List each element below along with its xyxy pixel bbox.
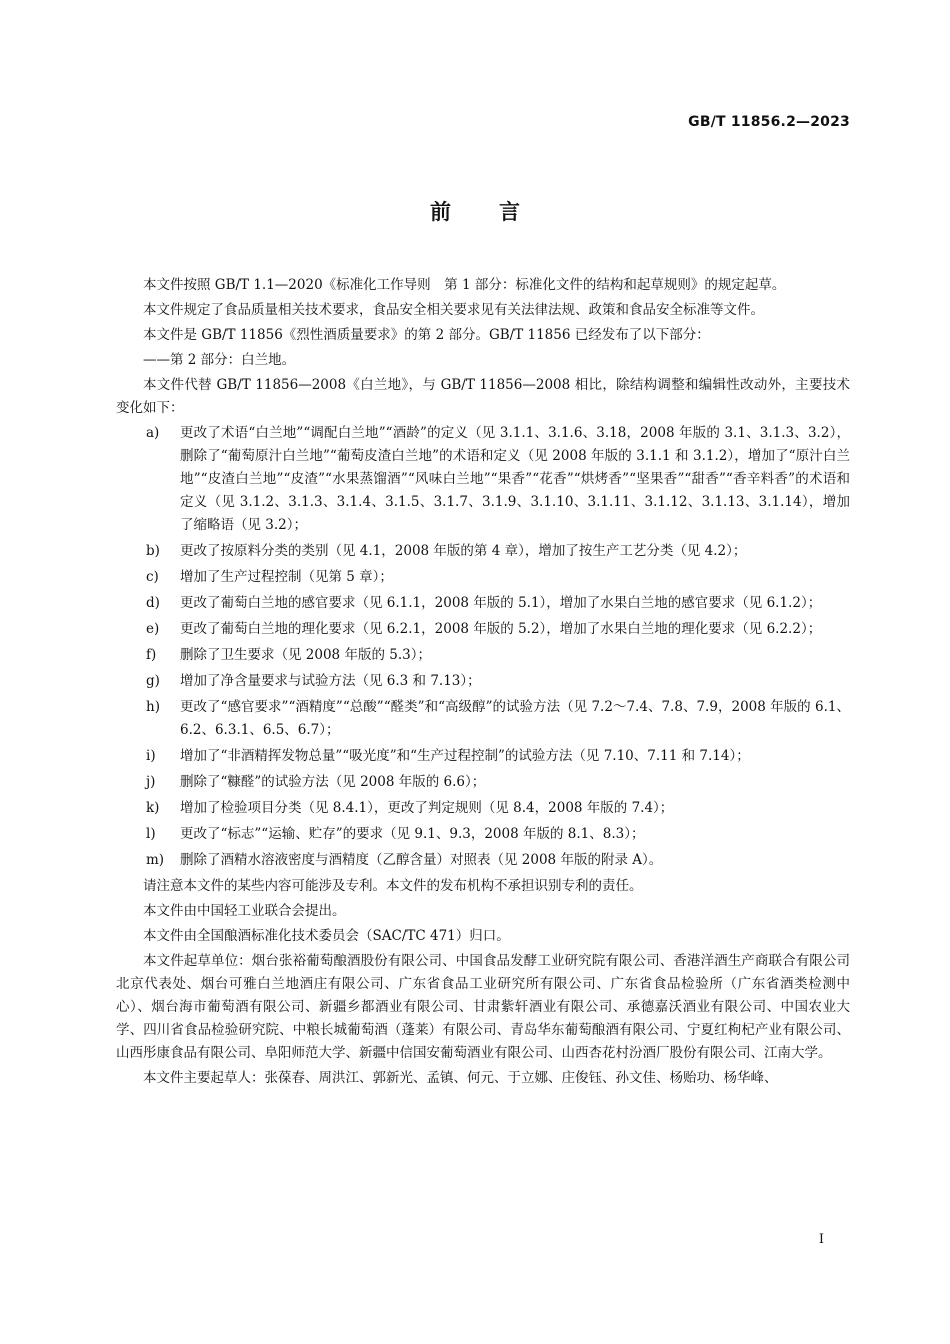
- change-marker: c): [146, 569, 159, 585]
- change-item-a: [116, 422, 850, 537]
- change-text: 更改了术语“白兰地”“调配白兰地”“酒龄”的定义（见 3.1.1、3.1.6、3.18，2008 年版的 3.1、3.1.3、3.2），删除了“葡萄原汁白兰地”“葡萄皮渣白兰地”的术语和定义（见 2008 年版的 3.1.1 和 3.1.2），增加了“原汁白兰地”“皮渣白兰地”“皮渣”“水果蒸馏酒”“风味白兰地”“果香”“花香”“烘烤香”“坚果香”“甜香”“香辛料香”的术语和定义（见 3.1.2、3.1.3、3.1.4、3.1.5、3.1.7、3.1.9、3.1.10、3.1.11、3.1.12、3.1.13、3.1.14），增加了缩略语（见 3.2）；: [180, 425, 850, 533]
- change-marker: i): [146, 748, 156, 764]
- change-text: 删除了卫生要求（见 2008 年版的 5.3）；: [180, 647, 431, 663]
- patent-notice: 请注意本文件的某些内容可能涉及专利。本文件的发布机构不承担识别专利的责任。: [143, 878, 643, 894]
- change-item-e: [116, 618, 850, 641]
- changes-list: [116, 422, 850, 872]
- change-text: 更改了“标志”“运输、贮存”的要求（见 9.1、9.3，2008 年版的 8.1、8.3）；: [180, 826, 645, 842]
- change-text: 更改了按原料分类的类别（见 4.1，2008 年版的第 4 章），增加了按生产工艺分类（见 4.2）；: [180, 543, 747, 559]
- standard-number: GB/T 11856.2—2023: [688, 114, 850, 130]
- change-item-f: [116, 644, 850, 667]
- change-marker: a): [146, 425, 160, 441]
- drafting-units-paragraph: 本文件起草单位：烟台张裕葡萄酿酒股份有限公司、中国食品发酵工业研究院有限公司、香港洋酒生产商联合有限公司北京代表处、烟台可雅白兰地酒庄有限公司、广东省食品工业研究所有限公司、广东省食品检验所（广东省酒类检测中心）、烟台海市葡萄酒有限公司、新疆乡都酒业有限公司、甘肃紫轩酒业有限公司、承德嘉沃酒业有限公司、中国农业大学、四川省食品检验研究院、中粮长城葡萄酒（蓬莱）有限公司、青岛华东葡萄酿酒有限公司、宁夏红枸杞产业有限公司、山西彤康食品有限公司、阜阳师范大学、新疆中信国安葡萄酒业有限公司、山西杏花村汾酒厂股份有限公司、江南大学。: [116, 953, 850, 1061]
- change-item-j: [116, 771, 850, 794]
- change-text: 更改了葡萄白兰地的感官要求（见 6.1.1，2008 年版的 5.1），增加了水果白兰地的感官要求（见 6.1.2）；: [180, 595, 822, 611]
- change-text: 增加了生产过程控制（见第 5 章）；: [180, 569, 393, 585]
- change-text: 增加了检验项目分类（见 8.4.1），更改了判定规则（见 8.4，2008 年版的 7.4）；: [180, 800, 674, 816]
- change-text: 增加了“非酒精挥发物总量”“吸光度”和“生产过程控制”的试验方法（见 7.10、7.11 和 7.14）；: [180, 748, 750, 764]
- change-item-d: [116, 592, 850, 615]
- change-marker: m): [146, 852, 165, 868]
- replacement-paragraph: 本文件代替 GB/T 11856—2008《白兰地》，与 GB/T 11856—2008 相比，除结构调整和编辑性改动外，主要技术变化如下：: [116, 377, 850, 416]
- change-item-g: [116, 670, 850, 693]
- document-body: [116, 274, 850, 1092]
- change-item-c: [116, 566, 850, 589]
- committee-paragraph: 本文件由全国酿酒标准化技术委员会（SAC/TC 471）归口。: [143, 928, 510, 944]
- proposer-paragraph: 本文件由中国轻工业联合会提出。: [143, 903, 346, 919]
- change-item-b: [116, 540, 850, 563]
- page-title: 前言: [430, 200, 568, 224]
- change-text: 更改了“感官要求”“酒精度”“总酸”“醛类”和“高级醇”的试验方法（见 7.2～7.4、7.8、7.9，2008 年版的 6.1、6.2、6.3.1、6.5、6.7）；: [180, 699, 850, 738]
- change-item-k: [116, 797, 850, 820]
- change-text: 增加了净含量要求与试验方法（见 6.3 和 7.13）；: [180, 673, 481, 689]
- part-list-item: ——第 2 部分：白兰地。: [143, 352, 296, 368]
- intro-paragraph-3: 本文件是 GB/T 11856《烈性酒质量要求》的第 2 部分。GB/T 11856 已经发布了以下部分：: [143, 327, 710, 343]
- change-marker: g): [146, 673, 160, 689]
- change-marker: h): [146, 699, 160, 715]
- intro-paragraph-1: 本文件按照 GB/T 1.1—2020《标准化工作导则 第 1 部分：标准化文件的结构和起草规则》的规定起草。: [143, 277, 786, 293]
- change-marker: k): [146, 800, 160, 816]
- change-marker: l): [146, 826, 156, 842]
- change-text: 更改了葡萄白兰地的理化要求（见 6.2.1，2008 年版的 5.2），增加了水果白兰地的理化要求（见 6.2.2）；: [180, 621, 822, 637]
- intro-paragraph-2: 本文件规定了食品质量相关技术要求，食品安全相关要求见有关法律法规、政策和食品安全标准等文件。: [143, 302, 764, 318]
- change-marker: e): [146, 621, 160, 637]
- change-item-i: [116, 745, 850, 768]
- change-marker: f): [146, 647, 157, 663]
- change-item-l: [116, 823, 850, 846]
- drafters-paragraph: 本文件主要起草人：张葆春、周洪江、郭新光、孟镇、何元、于立娜、庄俊钰、孙文佳、杨贻功、杨华峰、: [143, 1070, 778, 1086]
- change-item-m: [116, 849, 850, 872]
- change-marker: d): [146, 595, 160, 611]
- change-marker: b): [146, 543, 160, 559]
- change-text: 删除了“糠醛”的试验方法（见 2008 年版的 6.6）；: [180, 774, 486, 790]
- change-item-h: [116, 696, 850, 742]
- change-marker: j): [146, 774, 156, 790]
- page-number: I: [818, 1232, 824, 1247]
- change-text: 删除了酒精水溶液密度与酒精度（乙醇含量）对照表（见 2008 年版的附录 A）。: [180, 852, 663, 868]
